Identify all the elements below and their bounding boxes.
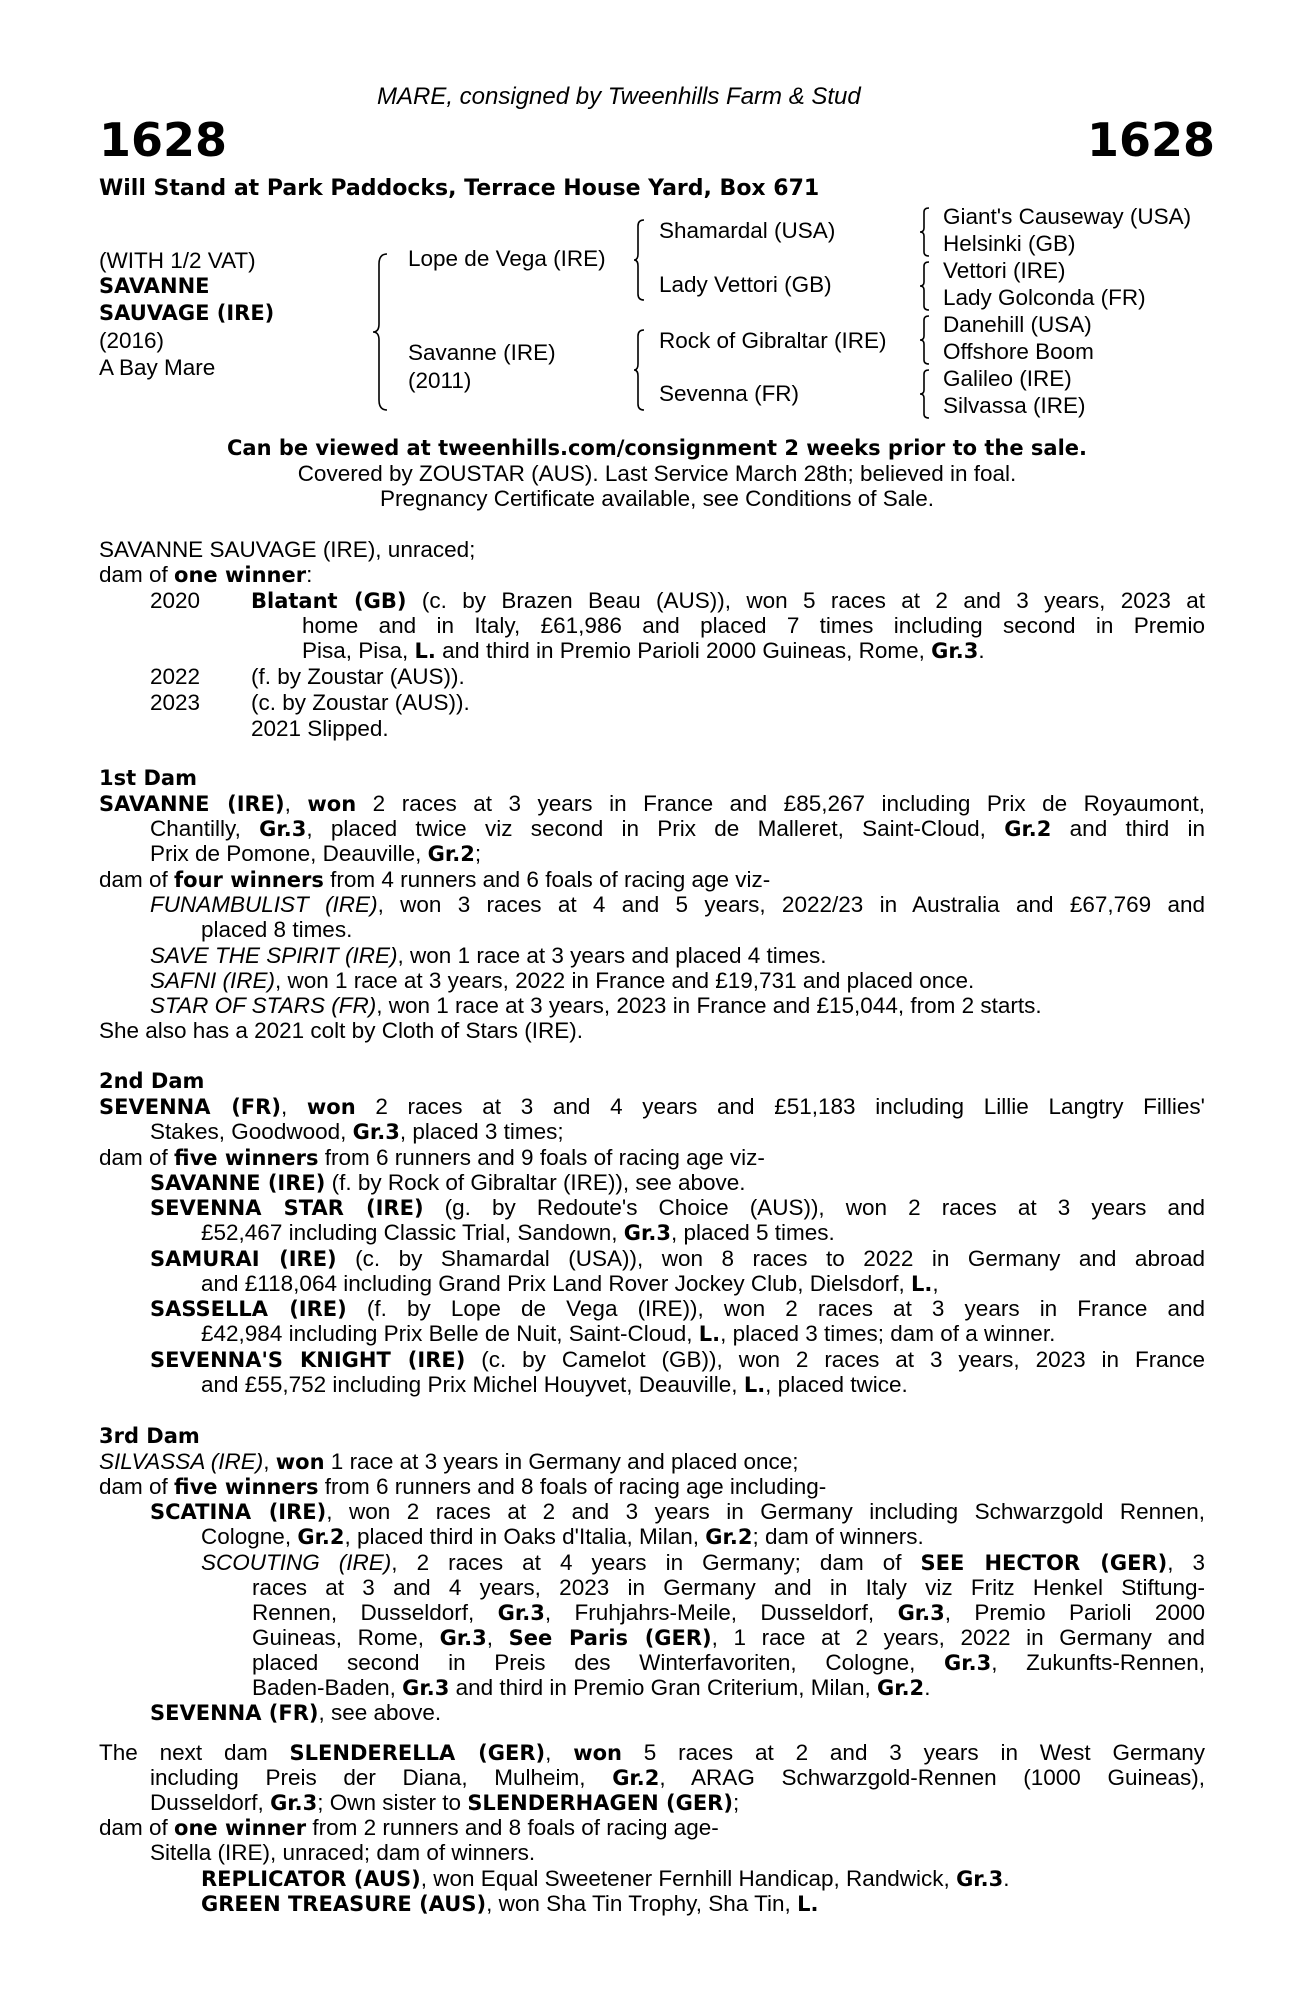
horse-name-line1: SAVANNE (99, 274, 210, 298)
viewing-note: Can be viewed at tweenhills.com/consignment 2 weeks prior to the sale. (227, 436, 1087, 460)
foal-2023: (c. by Zoustar (AUS)). (251, 690, 470, 715)
lot-number-left: 1628 (99, 113, 228, 167)
slipped-2021: 2021 Slipped. (251, 716, 389, 741)
lot-number-right: 1628 (1087, 113, 1216, 167)
sassella-line1: SASSELLA (IRE) (f. by Lope de Vega (IRE)), won 2 races at 3 years in France and (150, 1296, 1205, 1321)
scouting-line2: races at 3 and 4 years, 2023 in Germany and in Italy viz Fritz Henkel Stiftung- (252, 1575, 1205, 1600)
grandsire-3: Vettori (IRE) (943, 258, 1066, 283)
granddam-2: Helsinki (GB) (943, 231, 1076, 256)
dam: Savanne (IRE) (408, 340, 556, 365)
samurai-line2: and £118,064 including Grand Prix Land Rover Jockey Club, Dielsdorf, L., (201, 1271, 939, 1296)
third-dam-winners: dam of five winners from 6 runners and 8 foals of racing age including- (99, 1474, 827, 1499)
granddam-4: Lady Golconda (FR) (943, 285, 1146, 310)
blatant-line2: home and in Italy, £61,986 and placed 7 times including second in Premio (302, 613, 1205, 638)
savanne-entry: SAVANNE (IRE) (f. by Rock of Gibraltar (IRE)), see above. (150, 1170, 746, 1195)
first-dam-line3: Prix de Pomone, Deauville, Gr.2; (150, 841, 482, 866)
brace-main (371, 252, 391, 412)
sevennas-knight-line1: SEVENNA'S KNIGHT (IRE) (c. by Camelot (GB)), won 2 races at 3 years, 2023 in France (150, 1347, 1205, 1372)
year-2022: 2022 (150, 664, 201, 689)
dam-dam: Sevenna (FR) (659, 381, 800, 406)
grandsire-7: Galileo (IRE) (943, 366, 1072, 391)
first-dam-line1: SAVANNE (IRE), won 2 races at 3 years in France and £85,267 including Prix de Royaumont, (99, 791, 1205, 816)
grandsire-5: Danehill (USA) (943, 312, 1092, 337)
sire-sire: Shamardal (USA) (659, 218, 836, 243)
granddam-8: Silvassa (IRE) (943, 393, 1086, 418)
blatant-line1: Blatant (GB) (c. by Brazen Beau (AUS)), won 5 races at 2 and 3 years, 2023 at (251, 588, 1205, 613)
save-the-spirit: SAVE THE SPIRIT (IRE), won 1 race at 3 years and placed 4 times. (150, 943, 827, 968)
next-dam-winners: dam of one winner from 2 runners and 8 foals of racing age- (99, 1815, 719, 1840)
brace-g1 (918, 206, 932, 258)
brace-dam (632, 328, 648, 412)
produce-intro: SAVANNE SAUVAGE (IRE), unraced; (99, 537, 476, 562)
scatina-line2: Cologne, Gr.2, placed third in Oaks d'Italia, Milan, Gr.2; dam of winners. (201, 1524, 924, 1549)
second-dam-heading: 2nd Dam (99, 1069, 205, 1093)
scouting-line4: Guineas, Rome, Gr.3, See Paris (GER), 1 race at 2 years, 2022 in Germany and (252, 1625, 1205, 1650)
sevenna-star-line2: £52,467 including Classic Trial, Sandown, Gr.3, placed 5 times. (201, 1220, 835, 1245)
dam-sire: Rock of Gibraltar (IRE) (659, 328, 887, 353)
foal-2022: (f. by Zoustar (AUS)). (251, 664, 465, 689)
produce-winners: dam of one winner: (99, 562, 313, 587)
sire: Lope de Vega (IRE) (408, 246, 606, 271)
consignor-line: MARE, consigned by Tweenhills Farm & Stud (377, 83, 861, 110)
first-dam-line2: Chantilly, Gr.3, placed twice viz second in Prix de Malleret, Saint-Cloud, Gr.2 and third in (150, 816, 1206, 841)
safni: SAFNI (IRE), won 1 race at 3 years, 2022 in France and £19,731 and placed once. (150, 968, 975, 993)
green-treasure-entry: GREEN TREASURE (AUS), won Sha Tin Trophy, Sha Tin, L. (201, 1891, 819, 1916)
horse-name-line2: SAUVAGE (IRE) (99, 301, 275, 325)
brace-g4 (918, 368, 932, 420)
next-dam-line3: Dusseldorf, Gr.3; Own sister to SLENDERHAGEN (GER); (150, 1790, 740, 1815)
third-dam-heading: 3rd Dam (99, 1424, 200, 1448)
sevennas-knight-line2: and £55,752 including Prix Michel Houyvet, Deauville, L., placed twice. (201, 1372, 908, 1397)
vat-note: (WITH 1/2 VAT) (99, 248, 256, 273)
dam-year: (2011) (408, 368, 472, 393)
scouting-line5: placed second in Preis des Winterfavoriten, Cologne, Gr.3, Zukunfts-Rennen, (252, 1650, 1205, 1675)
grandsire-1: Giant's Causeway (USA) (943, 204, 1192, 229)
covered-note: Covered by ZOUSTAR (AUS). Last Service March 28th; believed in foal. (297, 461, 1017, 486)
year-2020: 2020 (150, 588, 201, 613)
scouting-line3: Rennen, Dusseldorf, Gr.3, Fruhjahrs-Meile, Dusseldorf, Gr.3, Premio Parioli 2000 (252, 1600, 1205, 1625)
sire-dam: Lady Vettori (GB) (659, 272, 832, 297)
funambulist-line1: FUNAMBULIST (IRE), won 3 races at 4 and 5 years, 2022/23 in Australia and £67,769 and (150, 892, 1205, 917)
next-dam-line1: The next dam SLENDERELLA (GER), won 5 races at 2 and 3 years in West Germany (99, 1740, 1205, 1765)
first-dam-heading: 1st Dam (99, 766, 197, 790)
funambulist-line2: placed 8 times. (201, 917, 353, 942)
horse-year: (2016) (99, 328, 165, 353)
horse-description: A Bay Mare (99, 355, 216, 380)
scouting-line6: Baden-Baden, Gr.3 and third in Premio Gran Criterium, Milan, Gr.2. (252, 1675, 931, 1700)
first-dam-winners: dam of four winners from 4 runners and 6 foals of racing age viz- (99, 867, 771, 892)
second-dam-line1: SEVENNA (FR), won 2 races at 3 and 4 years and £51,183 including Lillie Langtry Fillies' (99, 1094, 1205, 1119)
star-of-stars: STAR OF STARS (FR), won 1 race at 3 years, 2023 in France and £15,044, from 2 starts. (150, 993, 1042, 1018)
third-dam-line1: SILVASSA (IRE), won 1 race at 3 years in Germany and placed once; (99, 1449, 799, 1474)
samurai-line1: SAMURAI (IRE) (c. by Shamardal (USA)), won 8 races to 2022 in Germany and abroad (150, 1246, 1205, 1271)
sevenna-star-line1: SEVENNA STAR (IRE) (g. by Redoute's Choice (AUS)), won 2 races at 3 years and (150, 1195, 1205, 1220)
scatina-line1: SCATINA (IRE), won 2 races at 2 and 3 years in Germany including Schwarzgold Rennen, (150, 1499, 1205, 1524)
brace-sire (632, 218, 648, 302)
blatant-line3: Pisa, Pisa, L. and third in Premio Parioli 2000 Guineas, Rome, Gr.3. (302, 638, 985, 663)
year-2023: 2023 (150, 690, 201, 715)
sassella-line2: £42,984 including Prix Belle de Nuit, Saint-Cloud, L., placed 3 times; dam of a winner. (201, 1321, 1056, 1346)
scouting-line1: SCOUTING (IRE), 2 races at 4 years in Germany; dam of SEE HECTOR (GER), 3 (201, 1550, 1205, 1575)
second-dam-winners: dam of five winners from 6 runners and 9 foals of racing age viz- (99, 1145, 765, 1170)
replicator-entry: REPLICATOR (AUS), won Equal Sweetener Fernhill Handicap, Randwick, Gr.3. (201, 1866, 1010, 1891)
sevenna-entry: SEVENNA (FR), see above. (150, 1700, 442, 1725)
sitella-entry: Sitella (IRE), unraced; dam of winners. (150, 1840, 536, 1865)
next-dam-line2: including Preis der Diana, Mulheim, Gr.2, ARAG Schwarzgold-Rennen (1000 Guineas), (150, 1765, 1205, 1790)
granddam-6: Offshore Boom (943, 339, 1094, 364)
stand-location: Will Stand at Park Paddocks, Terrace House Yard, Box 671 (99, 176, 820, 201)
second-dam-line2: Stakes, Goodwood, Gr.3, placed 3 times; (150, 1119, 564, 1144)
brace-g2 (918, 260, 932, 312)
pregnancy-note: Pregnancy Certificate available, see Conditions of Sale. (379, 486, 935, 511)
brace-g3 (918, 314, 932, 366)
first-dam-also: She also has a 2021 colt by Cloth of Stars (IRE). (99, 1018, 583, 1043)
